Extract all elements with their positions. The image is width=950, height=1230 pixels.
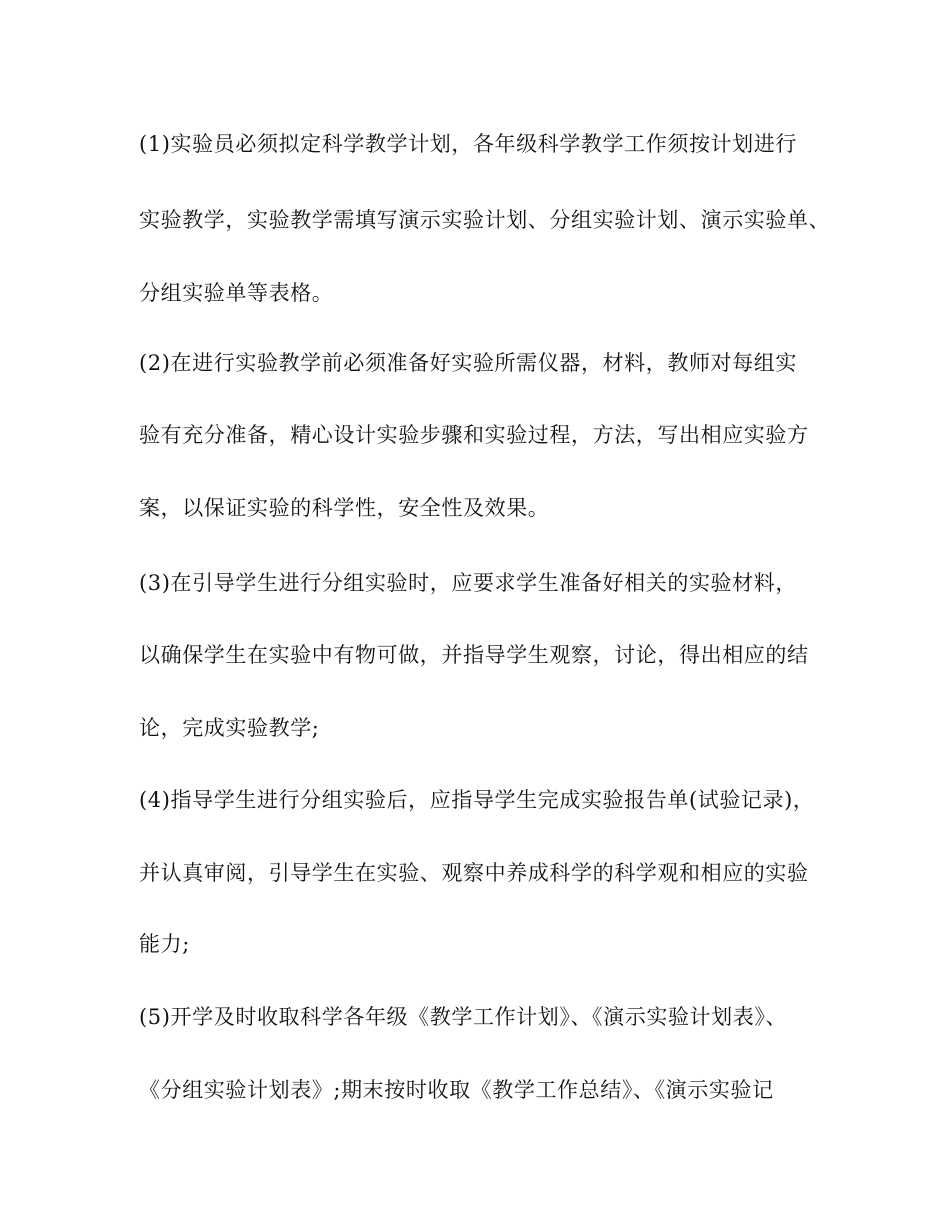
text-line: 分组实验单等表格。 bbox=[139, 281, 334, 305]
text-line: 能力; bbox=[139, 932, 190, 956]
text-line: 案，以保证实验的科学性，安全性及效果。 bbox=[139, 496, 550, 520]
text-line: 以确保学生在实验中有物可做，并指导学生观察，讨论，得出相应的结 bbox=[139, 643, 809, 667]
text-line: 《分组实验计划表》;期末按时收取《教学工作总结》、《演示实验记 bbox=[139, 1078, 774, 1102]
text-line: (2)在进行实验教学前必须准备好实验所需仪器，材料，教师对每组实 bbox=[139, 351, 797, 375]
text-line: 实验教学，实验教学需填写演示实验计划、分组实验计划、演示实验单、 bbox=[139, 208, 831, 232]
text-line: (5)开学及时收取科学各年级《教学工作计划》、《演示实验计划表》、 bbox=[139, 1005, 788, 1029]
text-line: 论，完成实验教学; bbox=[139, 716, 320, 740]
text-line: (3)在引导学生进行分组实验时，应要求学生准备好相关的实验材料， bbox=[139, 571, 797, 595]
text-line: 验有充分准备，精心设计实验步骤和实验过程，方法，写出相应实验方 bbox=[139, 423, 809, 447]
text-line: 并认真审阅，引导学生在实验、观察中养成科学的科学观和相应的实验 bbox=[139, 861, 809, 885]
text-line: (1)实验员必须拟定科学教学计划，各年级科学教学工作须按计划进行 bbox=[139, 132, 797, 156]
text-line: (4)指导学生进行分组实验后，应指导学生完成实验报告单(试验记录)， bbox=[139, 788, 815, 812]
